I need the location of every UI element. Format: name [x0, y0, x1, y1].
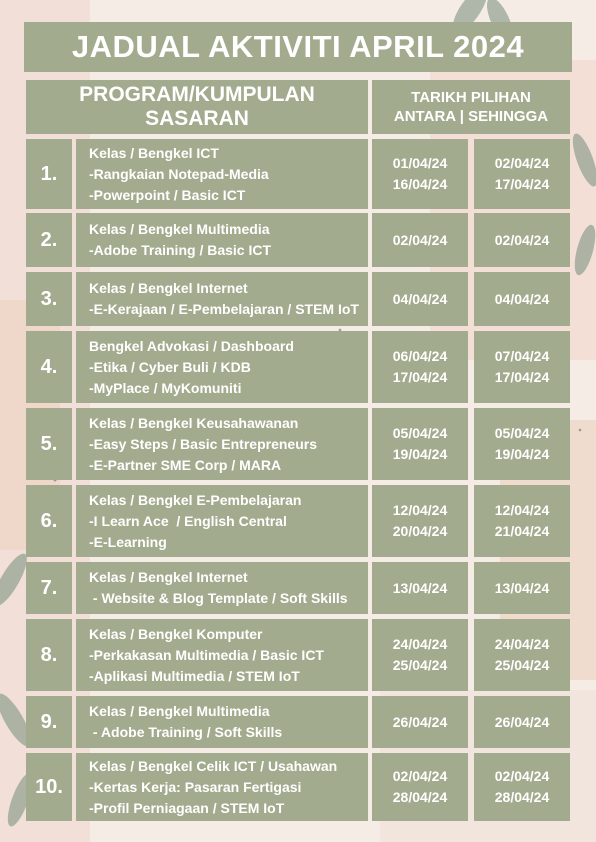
program-line: -MyPlace / MyKomuniti	[89, 379, 242, 396]
program-line: -E-Partner SME Corp / MARA	[89, 456, 282, 473]
date-to: 28/04/24	[494, 789, 550, 805]
date-from: 20/04/24	[392, 523, 448, 539]
program-line: Bengkel Advokasi / Dashboard	[89, 337, 294, 354]
date-to-cell	[474, 408, 570, 480]
date-from-cell	[372, 696, 468, 748]
date-to: 17/04/24	[494, 369, 550, 385]
date-from-cell	[372, 213, 468, 267]
date-to-cell	[474, 485, 570, 557]
row-number: 10.	[26, 753, 72, 821]
program-line: Kelas / Bengkel Celik ICT / Usahawan	[89, 757, 338, 774]
date-to: 04/04/24	[494, 290, 550, 307]
date-from: 28/04/24	[392, 789, 448, 805]
program-line: -Etika / Cyber Buli / KDB	[89, 358, 251, 375]
row-number: 1.	[26, 139, 72, 209]
date-to: 19/04/24	[494, 446, 550, 462]
date-from-cell	[372, 408, 468, 480]
date-from: 13/04/24	[392, 579, 448, 596]
program-line: Kelas / Bengkel Komputer	[89, 625, 263, 642]
date-to: 02/04/24	[494, 768, 550, 784]
program-line: - Adobe Training / Soft Skills	[89, 724, 283, 740]
date-to-cell	[474, 696, 570, 748]
date-header-line2: ANTARA | SEHINGGA	[393, 108, 549, 125]
date-from-cell	[372, 331, 468, 403]
date-to: 02/04/24	[494, 231, 550, 248]
program-cell	[76, 139, 368, 209]
program-cell	[76, 562, 368, 614]
date-from-cell	[372, 753, 468, 821]
program-line: -Powerpoint / Basic ICT	[89, 186, 246, 203]
date-to: 12/04/24	[494, 502, 550, 518]
program-cell	[76, 619, 368, 691]
program-cell	[76, 272, 368, 326]
program-line: -E-Learning	[89, 533, 167, 550]
program-cell	[76, 753, 368, 821]
row-number: 4.	[26, 331, 72, 403]
date-from-cell	[372, 272, 468, 326]
program-line: Kelas / Bengkel Multimedia	[89, 703, 270, 719]
date-from: 24/04/24	[392, 636, 448, 652]
date-to: 07/04/24	[494, 348, 550, 364]
program-line: -Rangkaian Notepad-Media	[89, 165, 269, 182]
date-to: 17/04/24	[494, 176, 550, 192]
row-number: 8.	[26, 619, 72, 691]
page-title: JADUAL AKTIVITI APRIL 2024	[24, 22, 572, 72]
program-line: -I Learn Ace / English Central	[89, 512, 287, 529]
program-line: Kelas / Bengkel Multimedia	[89, 221, 270, 237]
date-from-cell	[372, 619, 468, 691]
row-number: 6.	[26, 485, 72, 557]
program-line: Kelas / Bengkel E-Pembelajaran	[89, 491, 302, 508]
date-to-cell	[474, 753, 570, 821]
date-to-cell	[474, 619, 570, 691]
program-line: Kelas / Bengkel Internet	[89, 569, 248, 585]
date-from-cell	[372, 139, 468, 209]
row-number: 7.	[26, 562, 72, 614]
date-from: 06/04/24	[392, 348, 448, 364]
date-from: 04/04/24	[392, 290, 448, 307]
program-line: - Website & Blog Template / Soft Skills	[89, 590, 348, 606]
program-cell	[76, 696, 368, 748]
date-from: 02/04/24	[392, 768, 448, 784]
date-to: 13/04/24	[494, 579, 550, 596]
row-number: 5.	[26, 408, 72, 480]
date-from: 25/04/24	[392, 657, 448, 673]
date-to: 02/04/24	[494, 155, 550, 171]
date-header-line1: TARIKH PILIHAN	[411, 89, 531, 106]
date-from: 02/04/24	[392, 231, 448, 248]
date-from: 26/04/24	[392, 713, 448, 730]
date-to: 21/04/24	[494, 523, 550, 539]
program-line: Kelas / Bengkel Internet	[89, 280, 248, 296]
date-to-cell	[474, 272, 570, 326]
date-to: 25/04/24	[494, 657, 550, 673]
row-number: 3.	[26, 272, 72, 326]
program-line: Kelas / Bengkel Keusahawanan	[89, 414, 299, 431]
program-line: -Adobe Training / Basic ICT	[89, 242, 272, 258]
row-number: 2.	[26, 213, 72, 267]
program-line: Kelas / Bengkel ICT	[89, 144, 219, 161]
program-line: -Easy Steps / Basic Entrepreneurs	[89, 435, 317, 452]
date-from: 17/04/24	[392, 369, 448, 385]
date-from: 19/04/24	[392, 446, 448, 462]
date-to-cell	[474, 562, 570, 614]
program-line: -Perkakasan Multimedia / Basic ICT	[89, 646, 324, 663]
program-line: -Aplikasi Multimedia / STEM IoT	[89, 667, 300, 684]
program-cell	[76, 408, 368, 480]
program-line: -Profil Perniagaan / STEM IoT	[89, 799, 285, 816]
date-from-cell	[372, 485, 468, 557]
date-to: 26/04/24	[494, 713, 550, 730]
date-from-cell	[372, 562, 468, 614]
program-column-header: PROGRAM/KUMPULAN SASARAN	[26, 80, 368, 134]
program-line: -Kertas Kerja: Pasaran Fertigasi	[89, 778, 302, 795]
date-from: 01/04/24	[392, 155, 448, 171]
program-cell	[76, 213, 368, 267]
date-from: 05/04/24	[392, 425, 448, 441]
row-number: 9.	[26, 696, 72, 748]
program-cell	[76, 485, 368, 557]
date-to: 05/04/24	[494, 425, 550, 441]
program-cell	[76, 331, 368, 403]
date-from: 12/04/24	[392, 502, 448, 518]
date-to-cell	[474, 139, 570, 209]
date-to: 24/04/24	[494, 636, 550, 652]
program-line: -E-Kerajaan / E-Pembelajaran / STEM IoT	[89, 301, 359, 317]
date-to-cell	[474, 331, 570, 403]
date-from: 16/04/24	[392, 176, 448, 192]
date-to-cell	[474, 213, 570, 267]
date-column-header	[372, 80, 570, 134]
